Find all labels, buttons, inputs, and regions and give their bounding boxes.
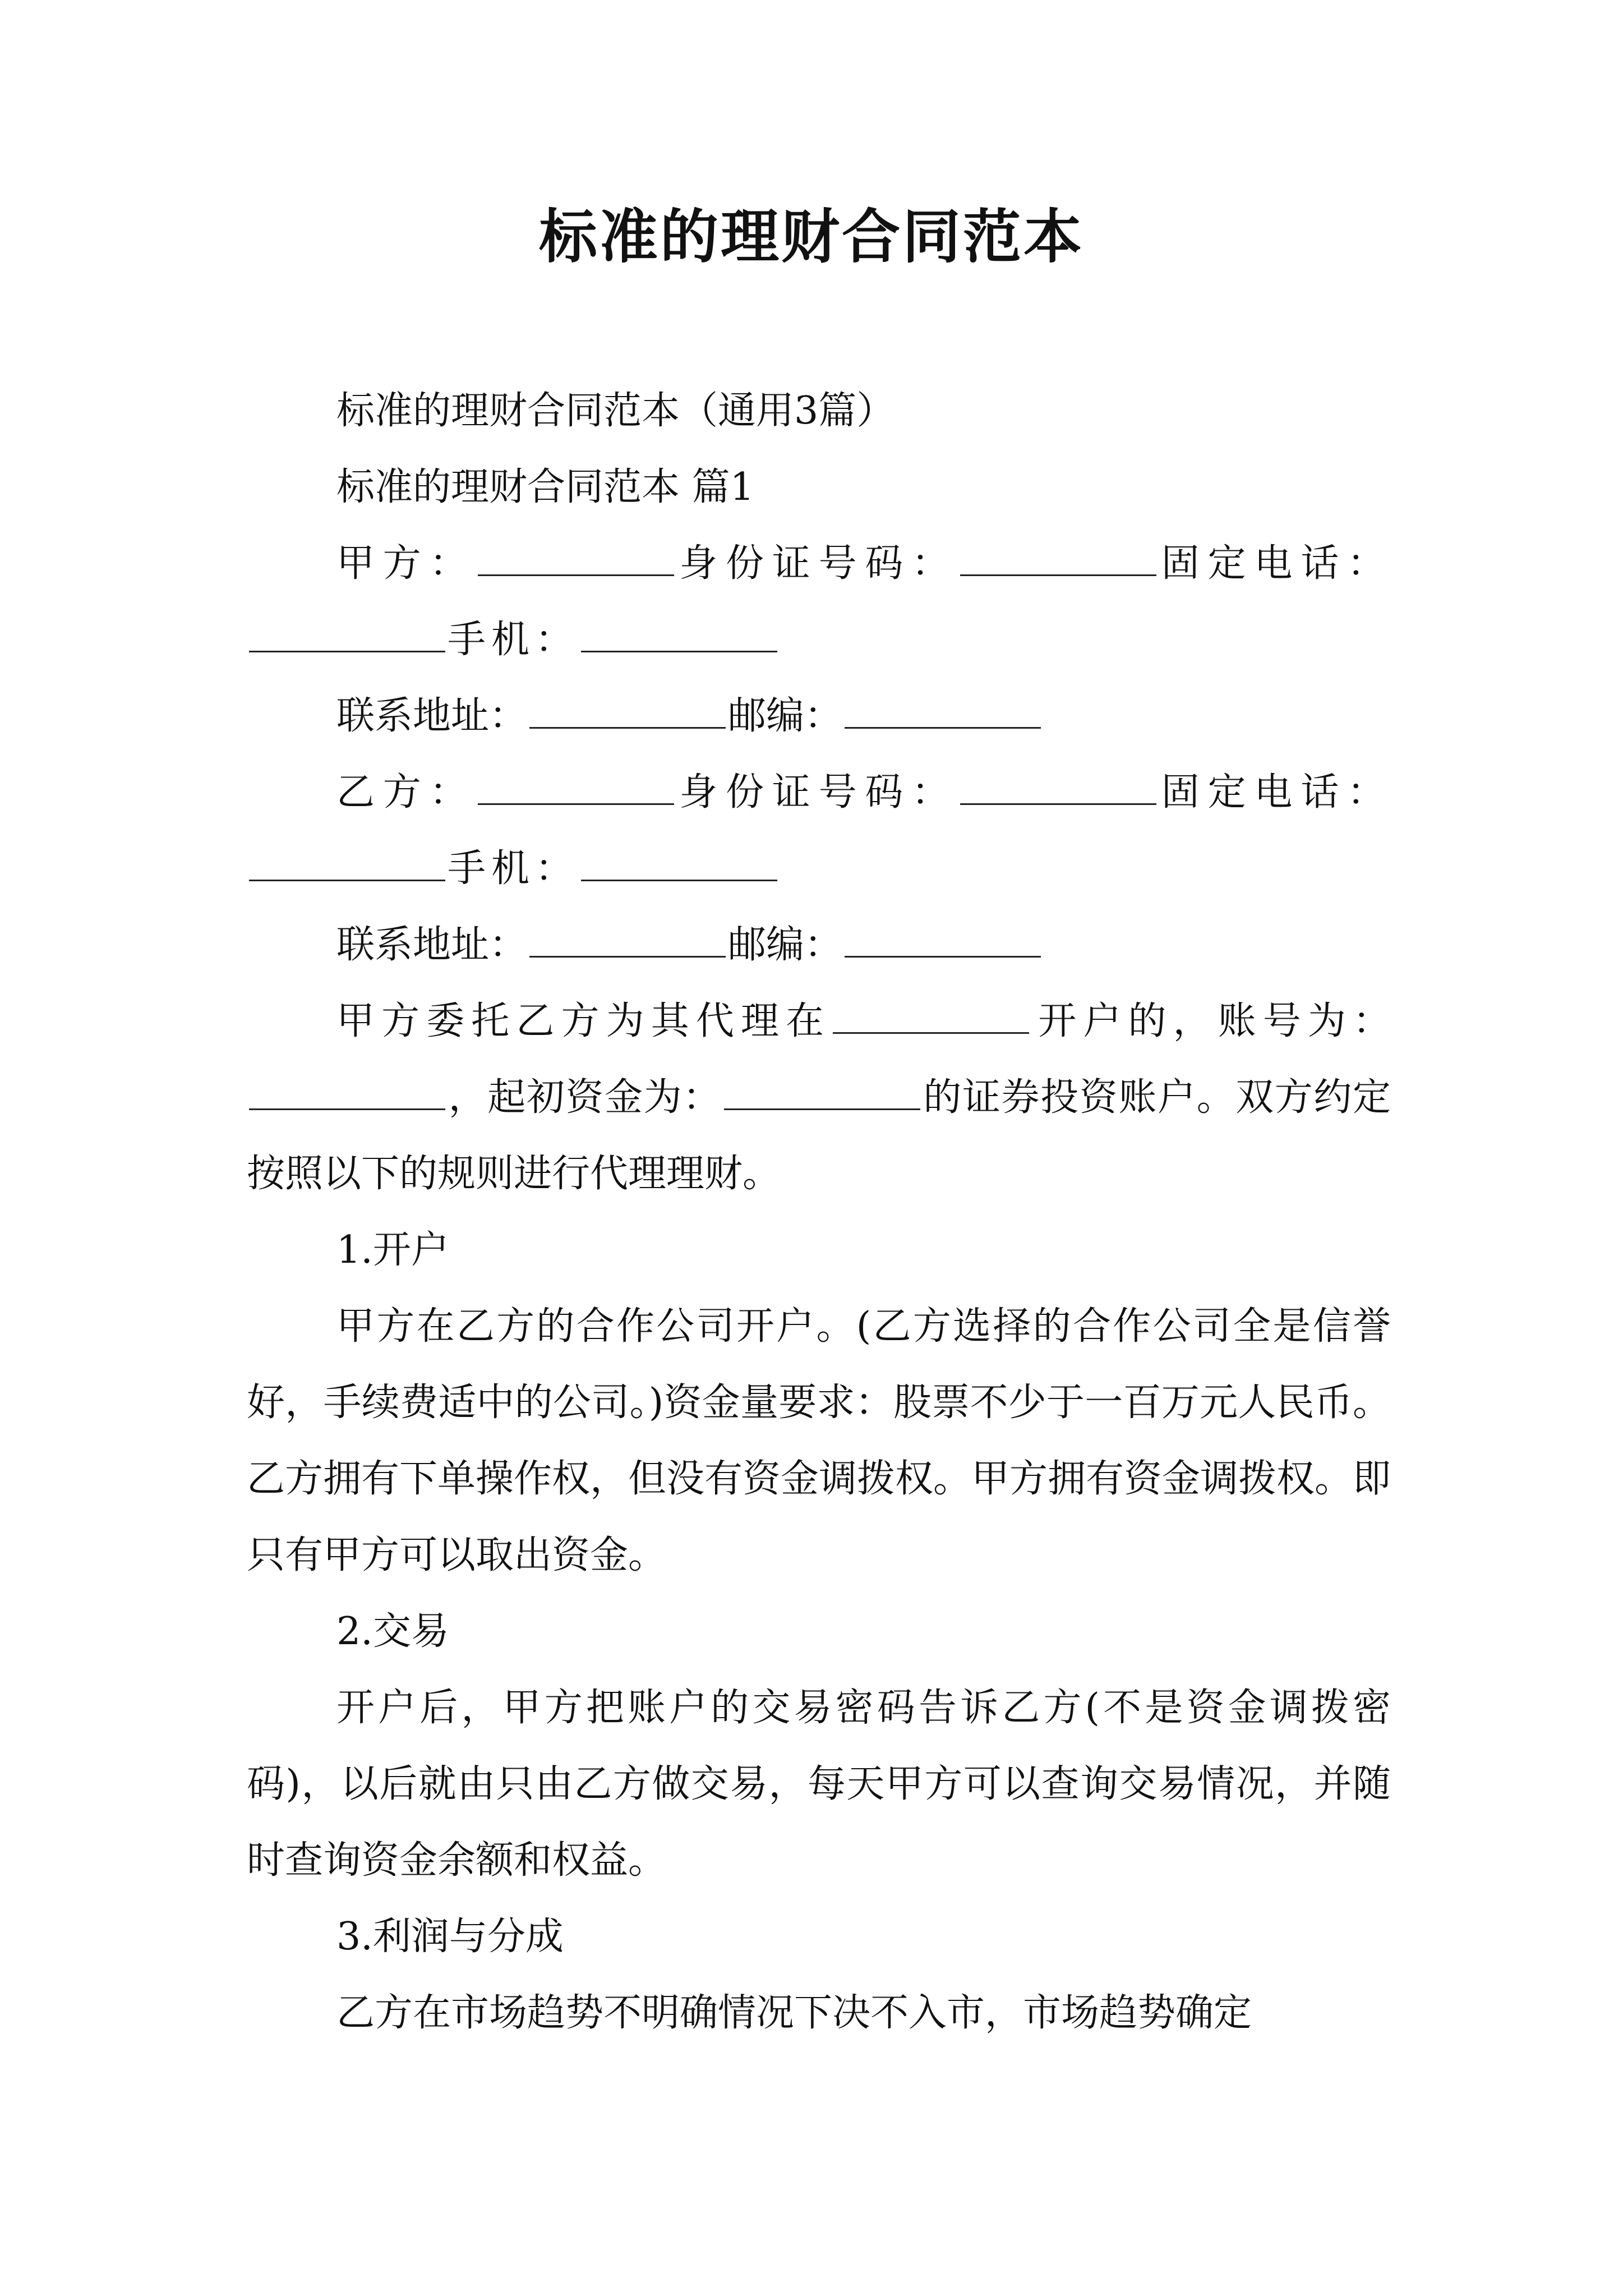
entrust-text-2: 开户的，账号为： <box>1031 999 1391 1043</box>
party-b-phone-label: 固定电话： <box>1159 770 1391 815</box>
party-a-id-blank <box>960 574 1156 576</box>
section-heading-trading: 2.交易 <box>336 1609 449 1654</box>
party-a-id-label: 身份证号码： <box>676 541 958 586</box>
section-heading-open-account: 1.开户 <box>336 1228 449 1272</box>
party-b-address-blank <box>529 955 726 958</box>
entrust-text-1: 甲方委托乙方为其代理在 <box>336 999 831 1043</box>
party-a-label: 甲方： <box>336 541 476 586</box>
party-a-phone-blank <box>249 650 445 652</box>
party-b-zip-label: 邮编： <box>728 923 843 967</box>
initial-funds-blank <box>724 1108 920 1110</box>
entrust-text-3: ，起初资金为： <box>448 1075 722 1120</box>
party-b-address-label: 联系地址： <box>336 923 528 967</box>
party-b-id-label: 身份证号码： <box>676 770 958 815</box>
party-b-address <box>247 907 1391 983</box>
entrust-paragraph <box>247 983 1391 1212</box>
party-b-name-blank <box>478 803 674 805</box>
party-a-name-blank <box>478 574 674 576</box>
party-a-address <box>247 678 1391 754</box>
entrust-text-4: 的证券投资账户。双方约定按照以下的规则进行代理理财。 <box>247 1075 1391 1196</box>
party-b-info <box>247 754 1391 907</box>
party-b-zip-blank <box>845 955 1041 958</box>
section-text-trading: 开户后，甲方把账户的交易密码告诉乙方(不是资金调拨密码)，以后就由只由乙方做交易，每天甲方可以查询交易情况，并随时查询资金余额和权益。 <box>247 1686 1391 1883</box>
party-b-mobile-blank <box>581 879 777 881</box>
party-b-id-blank <box>960 803 1156 805</box>
party-a-zip-label: 邮编： <box>728 694 843 738</box>
party-a-address-label: 联系地址： <box>336 694 528 738</box>
party-a-address-blank <box>529 726 726 729</box>
section-heading: 标准的理财合同范本 篇1 <box>336 465 754 509</box>
party-a-mobile-label: 手机： <box>448 618 579 662</box>
party-b-label: 乙方： <box>336 770 476 815</box>
section-heading-profit: 3.利润与分成 <box>336 1915 564 1959</box>
section-text-open-account: 甲方在乙方的合作公司开户。(乙方选择的合作公司全是信誉好，手续费适中的公司。)资金量要求：股票不少于一百万元人民币。乙方拥有下单操作权，但没有资金调拨权。甲方拥有资金调拨权。即只有甲方可以取出资金。 <box>247 1304 1391 1577</box>
party-a-info <box>247 526 1391 678</box>
party-a-mobile-blank <box>581 650 777 652</box>
subtitle: 标准的理财合同范本（通用3篇） <box>336 389 895 433</box>
party-b-phone-blank <box>249 879 445 881</box>
document-title: 标准的理财合同范本 <box>538 202 1084 271</box>
account-blank <box>249 1108 445 1110</box>
broker-blank <box>833 1032 1029 1034</box>
party-a-phone-label: 固定电话： <box>1159 541 1391 586</box>
document-body <box>247 373 1391 2051</box>
section-text-profit: 乙方在市场趋势不明确情况下决不入市，市场趋势确定 <box>336 1991 1252 2035</box>
party-b-mobile-label: 手机： <box>448 846 579 891</box>
party-a-zip-blank <box>845 726 1041 729</box>
